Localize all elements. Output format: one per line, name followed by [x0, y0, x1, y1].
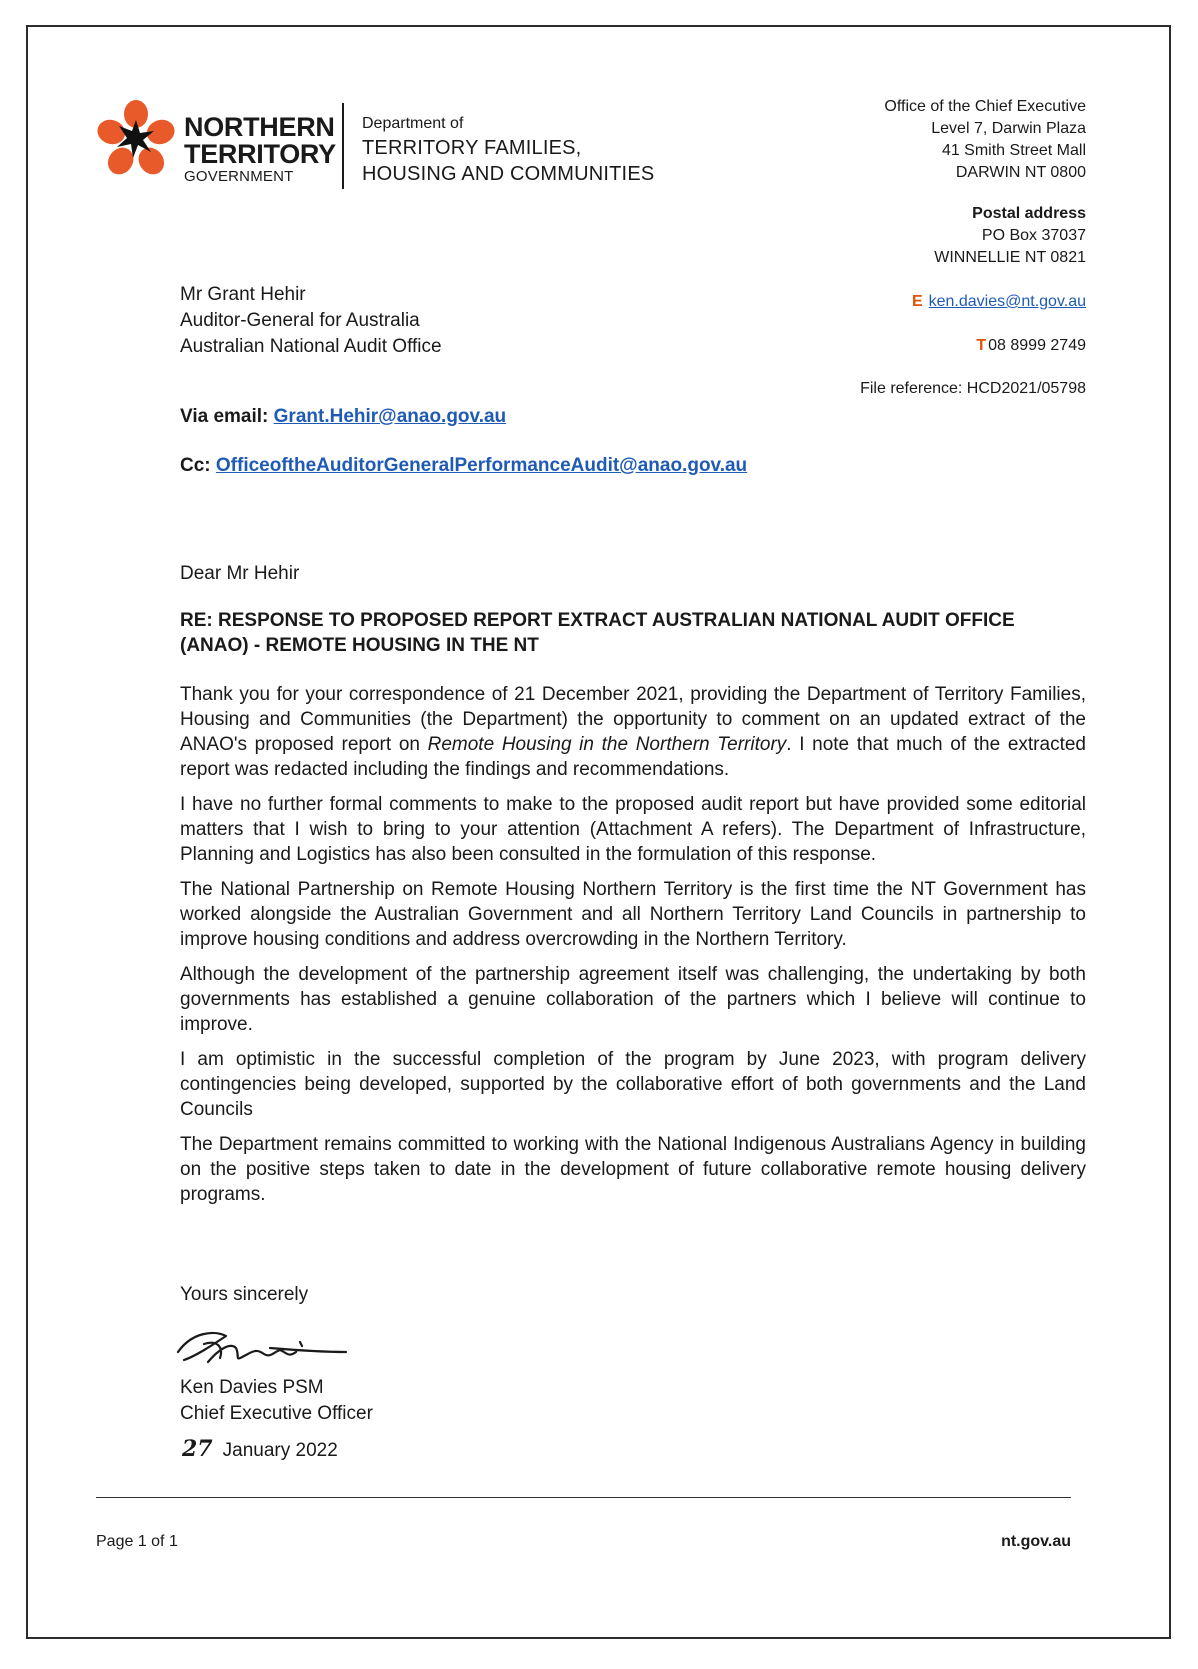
email-label: E [911, 293, 923, 310]
footer-divider [96, 1497, 1071, 1498]
letter-date [182, 1436, 338, 1462]
phone-label: T [976, 337, 987, 354]
body-paragraph: Although the development of the partnership agreement itself was challenging, the undertaking by both governments has established a genuine collaboration of the partners which I believe will continue to improve. [180, 964, 1086, 1035]
department-name-line2: HOUSING AND COMMUNITIES [362, 162, 655, 185]
body-paragraph [180, 682, 1086, 782]
postal-line: WINNELLIE NT 0821 [934, 249, 1086, 266]
sender-address [884, 96, 1086, 269]
signer-name: Ken Davies PSM [180, 1377, 324, 1398]
sender-phone [976, 337, 1086, 355]
postal-address-heading: Postal address [972, 205, 1086, 222]
sender-email [912, 293, 1086, 311]
org-name [184, 114, 336, 184]
handwritten-signature [174, 1322, 374, 1372]
footer-site: nt.gov.au [1001, 1533, 1071, 1550]
address-line: Office of the Chief Executive [884, 98, 1086, 115]
address-line: Level 7, Darwin Plaza [931, 120, 1086, 137]
recipient-line: Auditor-General for Australia [180, 310, 420, 331]
signer-title: Chief Executive Officer [180, 1403, 373, 1424]
body-paragraph: The National Partnership on Remote Housing Northern Territory is the first time the NT Government has worked alongside the Australian Government and all Northern Territory Land Councils in partnership to improve housing conditions and address overcrowding in the Northern Territory. [180, 879, 1086, 950]
department-name-line1: TERRITORY FAMILIES, [362, 136, 582, 159]
recipient-address [180, 282, 442, 360]
phone-number: 08 8999 2749 [988, 337, 1086, 354]
postal-line: PO Box 37037 [981, 227, 1086, 244]
department-prefix: Department of [362, 115, 464, 132]
address-line: DARWIN NT 0800 [955, 164, 1086, 181]
department-name [362, 114, 654, 187]
letterhead [96, 100, 696, 200]
org-name-line1: NORTHERN [184, 112, 335, 142]
body-paragraph: The Department remains committed to working with the National Indigenous Australians Agency in building on the positive steps taken to date in the development of future collaborative remote housing delivery programs. [180, 1134, 1086, 1205]
body-paragraph: I am optimistic in the successful completion of the program by June 2023, with program delivery contingencies being developed, supported by the collaborative effort of both governments and the Land Councils [180, 1049, 1086, 1120]
cc-email-link[interactable]: OfficeoftheAuditorGeneralPerformanceAudit@anao.gov.au [215, 455, 748, 476]
sender-email-link[interactable]: ken.davies@nt.gov.au [928, 293, 1086, 310]
nt-government-flower-icon [96, 100, 176, 180]
letterhead-divider [342, 103, 344, 189]
letter-body [180, 682, 1086, 1217]
page-number: Page 1 of 1 [96, 1533, 178, 1550]
subject-line: RE: RESPONSE TO PROPOSED REPORT EXTRACT AUSTRALIAN NATIONAL AUDIT OFFICE (ANAO) - REMOTE HOUSING IN THE NT [180, 610, 1015, 656]
handwritten-day: 27 [182, 1436, 213, 1462]
paragraph1-text-end: . I note that much of the extracted report was redacted including the findings and recommendations. [180, 734, 1086, 780]
org-name-line2: TERRITORY [184, 139, 336, 169]
recipient-line: Australian National Audit Office [180, 336, 442, 357]
signer-block [180, 1375, 373, 1427]
file-reference: File reference: HCD2021/05798 [860, 380, 1086, 397]
org-name-line3: GOVERNMENT [184, 168, 294, 185]
date-month-year: January 2022 [222, 1440, 338, 1461]
via-email-label: Via email: [180, 406, 269, 427]
cc-label: Cc: [180, 455, 211, 476]
closing: Yours sincerely [180, 1284, 309, 1305]
via-email [180, 406, 506, 428]
via-email-link[interactable]: Grant.Hehir@anao.gov.au [273, 406, 507, 427]
cc-email [180, 455, 747, 477]
recipient-line: Mr Grant Hehir [180, 284, 306, 305]
salutation: Dear Mr Hehir [180, 563, 300, 584]
body-paragraph: I have no further formal comments to make to the proposed audit report but have provided some editorial matters that I wish to bring to your attention (Attachment A refers). The Department of Infrastructure, Planning and Logistics has also been consulted in the formulation of this response. [180, 794, 1086, 865]
address-line: 41 Smith Street Mall [941, 142, 1086, 159]
paragraph1-text: Thank you for your correspondence of 21 December 2021, providing the Department of Territory Families, Housing and Communities (the Department) the opportunity to comment on an updated extract of the ANAO's proposed report on [180, 684, 1086, 755]
report-title: Remote Housing in the Northern Territory [427, 734, 787, 755]
